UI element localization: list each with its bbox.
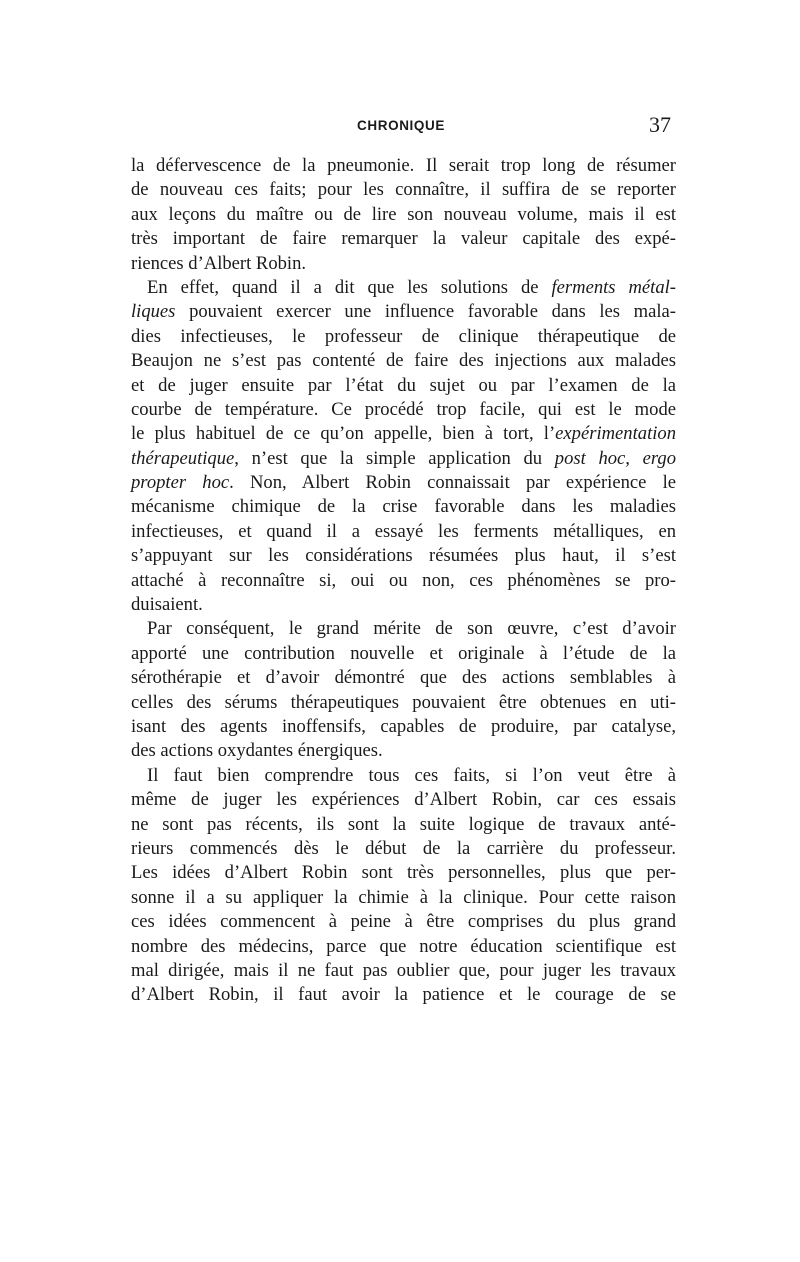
text-segment: et de juger ensuite par l’état du sujet ou par l’examen de la [131, 374, 676, 396]
text-line [131, 398, 676, 422]
text-segment: des actions oxydantes énergiques. [131, 740, 383, 762]
text-line [131, 178, 676, 202]
text-line [131, 935, 676, 959]
text-segment: attaché à reconnaître si, oui ou non, ces phénomènes se pro- [131, 569, 676, 591]
italic-text: expérimentation [555, 423, 676, 445]
italic-text: propter hoc [131, 472, 230, 494]
text-line [131, 910, 676, 934]
text-segment: duisaient. [131, 594, 203, 616]
text-segment: Les idées d’Albert Robin sont très personnelles, plus que per- [131, 862, 676, 884]
text-line [131, 300, 676, 324]
text-line [131, 349, 676, 373]
text-line [131, 569, 676, 593]
text-line [131, 154, 676, 178]
page-number: 37 [649, 112, 671, 137]
text-line [131, 593, 676, 617]
text-line [131, 788, 676, 812]
italic-text: liques [131, 301, 176, 323]
text-segment: En effet, quand il a dit que les solutions de [147, 276, 552, 298]
text-segment: nombre des médecins, parce que notre éducation scientifique est [131, 935, 676, 957]
text-segment: ne sont pas récents, ils sont la suite logique de travaux anté- [131, 813, 676, 835]
italic-text: post hoc, ergo [554, 447, 676, 469]
text-segment: aux leçons du maître ou de lire son nouveau volume, mais il est [131, 203, 676, 225]
text-segment: très important de faire remarquer la valeur capitale des expé- [131, 228, 676, 250]
text-segment: de nouveau ces faits; pour les connaître, il suffira de se reporter [131, 179, 676, 201]
text-line [131, 764, 676, 788]
text-line [131, 544, 676, 568]
text-line [131, 276, 676, 300]
text-segment: s’appuyant sur les considérations résumées plus haut, il s’est [131, 545, 676, 567]
running-title: CHRONIQUE [357, 118, 445, 133]
text-line [131, 715, 676, 739]
text-segment: courbe de température. Ce procédé trop facile, qui est le mode [131, 398, 676, 420]
text-line [131, 837, 676, 861]
text-segment: riences d’Albert Robin. [131, 252, 307, 274]
italic-text: thérapeutique [131, 447, 235, 469]
text-line [131, 422, 676, 446]
text-segment: même de juger les expériences d’Albert Robin, car ces essais [131, 789, 676, 811]
text-line [131, 861, 676, 885]
text-line [131, 617, 676, 641]
text-segment: isant des agents inoffensifs, capables de produire, par catalyse, [131, 715, 676, 737]
text-segment: la défervescence de la pneumonie. Il serait trop long de résumer [131, 155, 676, 176]
text-segment: apporté une contribution nouvelle et originale à l’étude de la [131, 642, 676, 664]
text-line [131, 495, 676, 519]
text-segment: sonne il a su appliquer la chimie à la clinique. Pour cette raison [131, 886, 676, 908]
text-segment: celles des sérums thérapeutiques pouvaient être obtenues en uti- [131, 691, 676, 713]
text-line [131, 447, 676, 471]
text-line [131, 983, 676, 1007]
text-segment: Il faut bien comprendre tous ces faits, si l’on veut être à [147, 764, 676, 786]
text-line [131, 739, 676, 763]
text-line [131, 325, 676, 349]
text-segment: dies infectieuses, le professeur de clinique thérapeutique de [131, 325, 676, 347]
text-line [131, 252, 676, 276]
text-segment: rieurs commencés dès le début de la carrière du professeur. [131, 837, 676, 859]
text-line [131, 203, 676, 227]
text-segment: sérothérapie et d’avoir démontré que des actions semblables à [131, 667, 676, 689]
text-segment: mal dirigée, mais il ne faut pas oublier que, pour juger les travaux [131, 959, 676, 981]
text-line [131, 886, 676, 910]
text-segment: , n’est que la simple application du [234, 447, 555, 469]
body-text [131, 154, 676, 1008]
italic-text: ferments métal- [551, 276, 676, 298]
text-line [131, 666, 676, 690]
text-segment: . Non, Albert Robin connaissait par expérience le [229, 472, 676, 494]
text-segment: le plus habituel de ce qu’on appelle, bien à tort, l’ [131, 423, 556, 445]
text-segment: Par conséquent, le grand mérite de son œuvre, c’est d’avoir [147, 618, 676, 640]
text-line [131, 471, 676, 495]
text-segment: d’Albert Robin, il faut avoir la patience et le courage de se [131, 984, 676, 1006]
text-line [131, 813, 676, 837]
text-line [131, 959, 676, 983]
text-line [131, 642, 676, 666]
text-line [131, 374, 676, 398]
text-segment: infectieuses, et quand il a essayé les ferments métalliques, en [131, 520, 676, 542]
running-head [131, 112, 671, 142]
text-line [131, 227, 676, 251]
text-segment: Beaujon ne s’est pas contenté de faire des injections aux malades [131, 350, 676, 372]
text-segment: pouvaient exercer une influence favorable dans les mala- [175, 301, 676, 323]
text-segment: ces idées commencent à peine à être comprises du plus grand [131, 911, 676, 933]
text-line [131, 691, 676, 715]
text-segment: mécanisme chimique de la crise favorable dans les maladies [131, 496, 676, 518]
text-line [131, 520, 676, 544]
